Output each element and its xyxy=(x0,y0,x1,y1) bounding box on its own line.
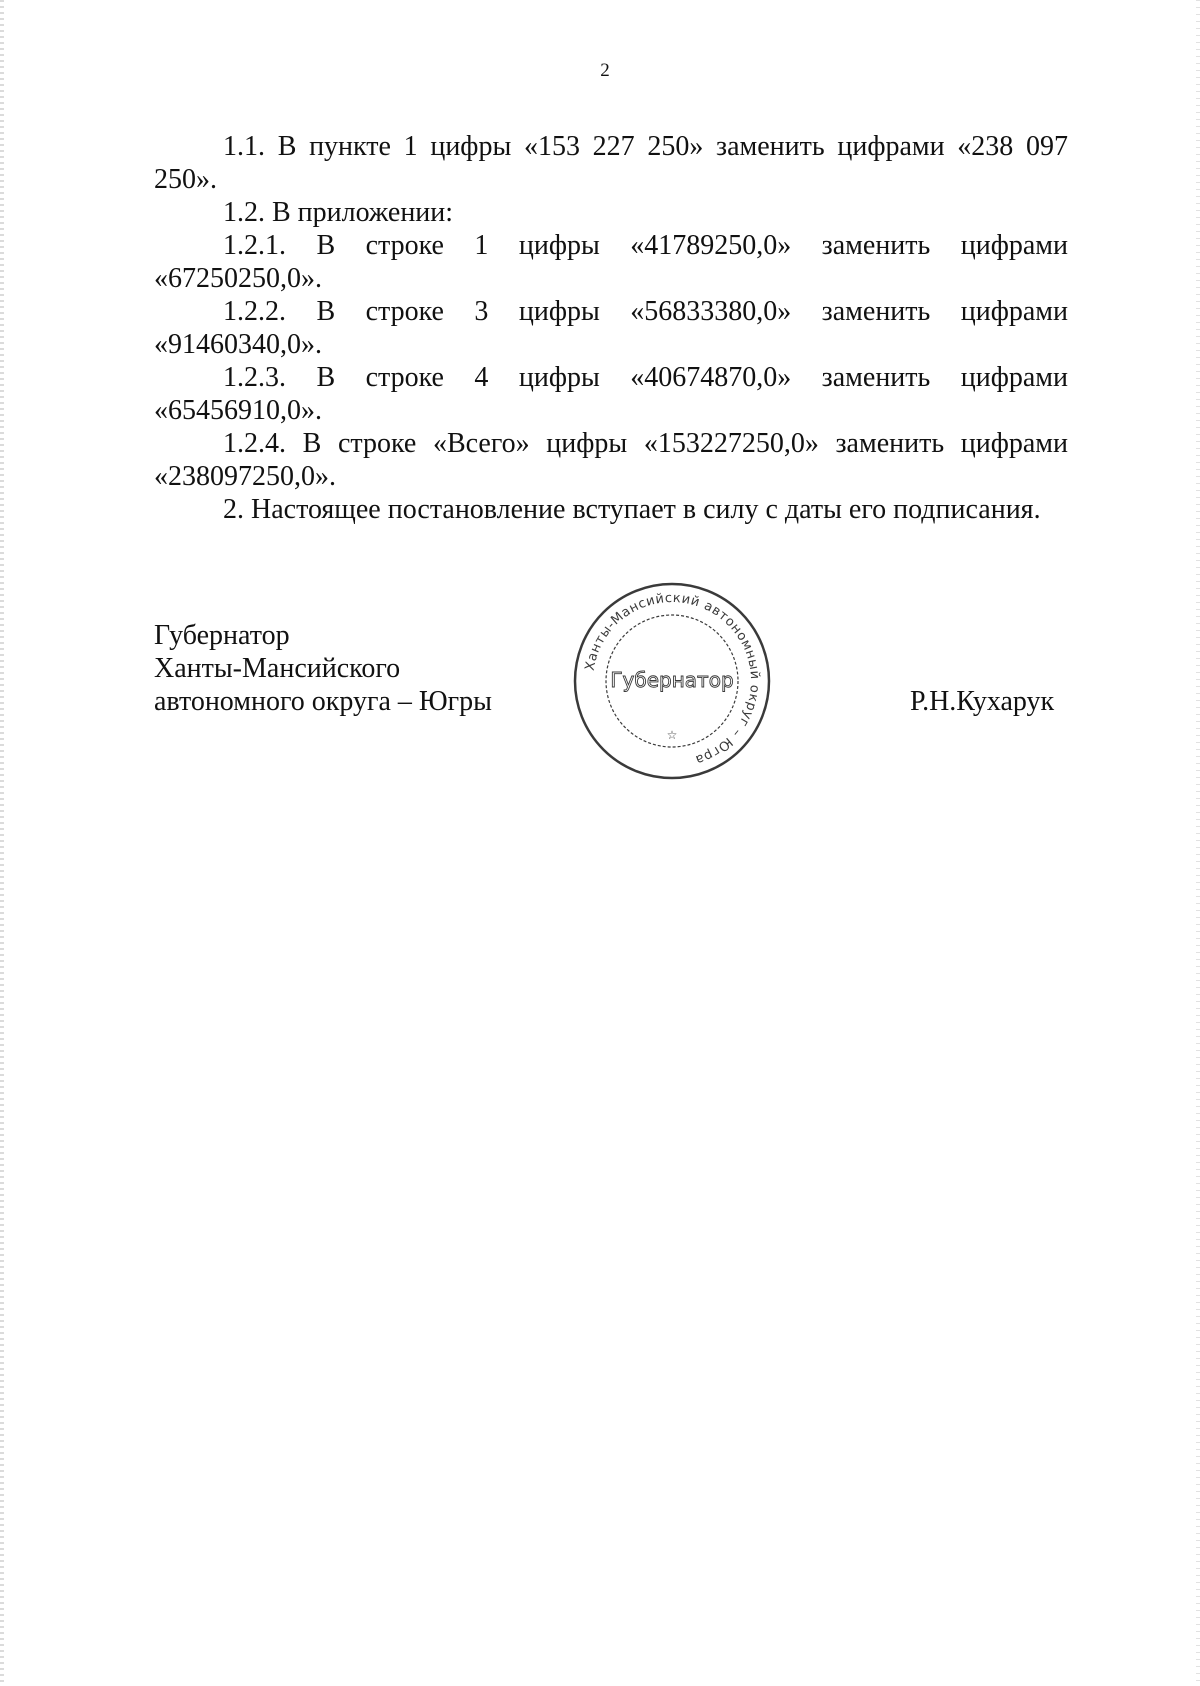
paragraph-2: 2. Настоящее постановление вступает в силу с даты его подписания. xyxy=(223,494,1041,525)
paragraph-1-2-3: 1.2.3. В строке 4 цифры «40674870,0» заменить цифрами «65456910,0». xyxy=(154,362,1068,426)
paragraph-1-2-4: 1.2.4. В строке «Всего» цифры «153227250,0» заменить цифрами «238097250,0». xyxy=(154,428,1068,492)
star-icon: ☆ xyxy=(666,728,678,742)
signatory-position xyxy=(154,619,492,718)
position-line-1: Губернатор xyxy=(154,620,290,651)
signatory-name: Р.Н.Кухарук xyxy=(910,686,1055,717)
seal-center-text: Губернатор xyxy=(610,668,734,692)
document-body xyxy=(154,130,1068,526)
scan-edge-left xyxy=(0,0,4,1686)
position-line-2: Ханты-Мансийского xyxy=(154,653,401,684)
seal-ring-text: Ханты-Мансийский автономный округ – Югра xyxy=(582,590,763,768)
scan-edge-right xyxy=(1196,0,1200,1686)
paragraph-1-2-1: 1.2.1. В строке 1 цифры «41789250,0» заменить цифрами «67250250,0». xyxy=(154,230,1068,294)
official-seal-stamp xyxy=(572,581,772,781)
paragraph-1-2: 1.2. В приложении: xyxy=(223,197,454,228)
page-number: 2 xyxy=(600,60,610,81)
position-line-3: автономного округа – Югры xyxy=(154,686,492,717)
paragraph-1-1: 1.1. В пункте 1 цифры «153 227 250» заменить цифрами «238 097 250». xyxy=(154,131,1068,195)
paragraph-1-2-2: 1.2.2. В строке 3 цифры «56833380,0» заменить цифрами «91460340,0». xyxy=(154,296,1068,360)
